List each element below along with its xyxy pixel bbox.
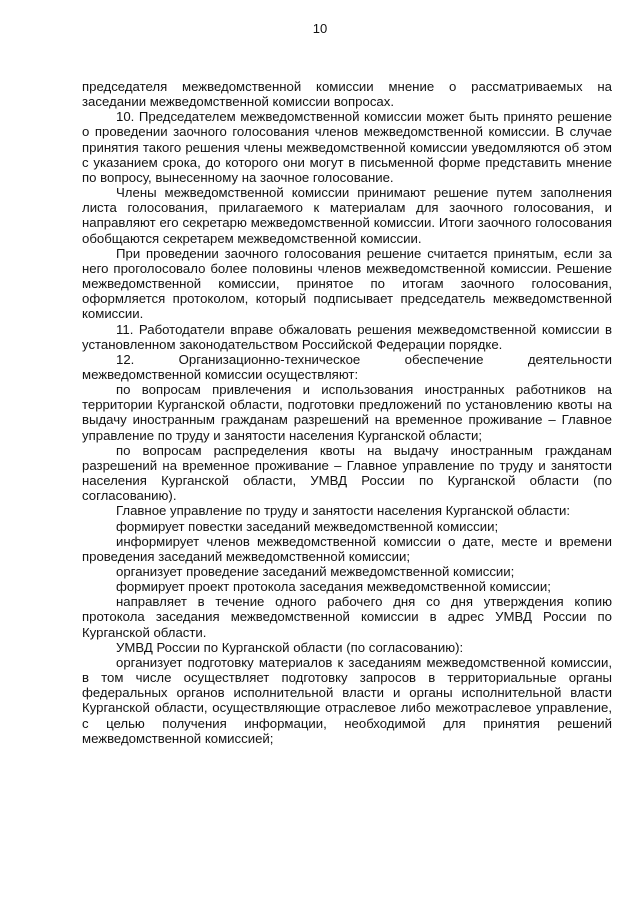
paragraph-16: организует подготовку материалов к заседаниям межведомственной комиссии, в том числе осуществляет подготовку запросов в территориальные органы федеральных органов исполнительной власти и органы исполнительной власти Курганской области, осуществляющие отраслевое либо межотраслевое управление, с целью получения информации, необходимой для принятия решений межведомственной комиссией; — [82, 654, 612, 746]
paragraph-1: председателя межведомственной комиссии мнение о рассматриваемых на заседании межведомственной комиссии вопросах. — [82, 79, 612, 110]
paragraph-13: формирует проект протокола заседания межведомственной комиссии; — [116, 579, 551, 595]
paragraph-14: направляет в течение одного рабочего дня со дня утверждения копию протокола заседания межведомственной комиссии в адрес УМВД России по Курганской области. — [82, 594, 612, 640]
paragraph-6: 12. Организационно-техническое обеспечение деятельности межведомственной комиссии осуществляют: — [82, 351, 612, 382]
paragraph-10: формирует повестки заседаний межведомственной комиссии; — [116, 518, 499, 534]
paragraph-8: по вопросам распределения квоты на выдачу иностранным гражданам разрешений на временное проживание – Главное управление по труду и занятости населения Курганской области, УМВД России по Курганской области (по согласованию). — [82, 442, 612, 504]
paragraph-7: по вопросам привлечения и использования иностранных работников на территории Курганской области, подготовки предложений по установлению квоты на выдачу иностранным гражданам разрешений на временное проживание – Главное управление по труду и занятости населения Курганской области; — [82, 382, 612, 443]
paragraph-11: информирует членов межведомственной комиссии о дате, месте и времени проведения заседаний межведомственной комиссии; — [82, 533, 612, 564]
paragraph-5: 11. Работодатели вправе обжаловать решения межведомственной комиссии в установленном законодательством Российской Федерации порядке. — [82, 321, 612, 352]
paragraph-2: 10. Председателем межведомственной комиссии может быть принято решение о проведении заочного голосования членов межведомственной комиссии. В случае принятия такого решения члены межведомственной комиссии уведомляются об этом с указанием срока, до которого они могут в письменной форме представить мнение по вопросу, вынесенному на заочное голосование. — [82, 109, 612, 185]
document-body — [82, 79, 612, 746]
page-number: 10 — [312, 21, 328, 36]
paragraph-3: Члены межведомственной комиссии принимают решение путем заполнения листа голосования, прилагаемого к материалам для заочного голосования, и направляют его секретарю межведомственной комиссии. Итоги заочного голосования обобщаются секретарем межведомственной комиссии. — [82, 185, 612, 246]
paragraph-9: Главное управление по труду и занятости населения Курганской области: — [116, 503, 571, 519]
paragraph-15: УМВД России по Курганской области (по согласованию): — [116, 639, 464, 655]
paragraph-4: При проведении заочного голосования решение считается принятым, если за него проголосовало более половины членов межведомственной комиссии. Решение межведомственной комиссии, принятое по итогам заочного голосования, оформляется протоколом, который подписывает председатель межведомственной комиссии. — [82, 245, 612, 322]
paragraph-12: организует проведение заседаний межведомственной комиссии; — [116, 564, 515, 579]
